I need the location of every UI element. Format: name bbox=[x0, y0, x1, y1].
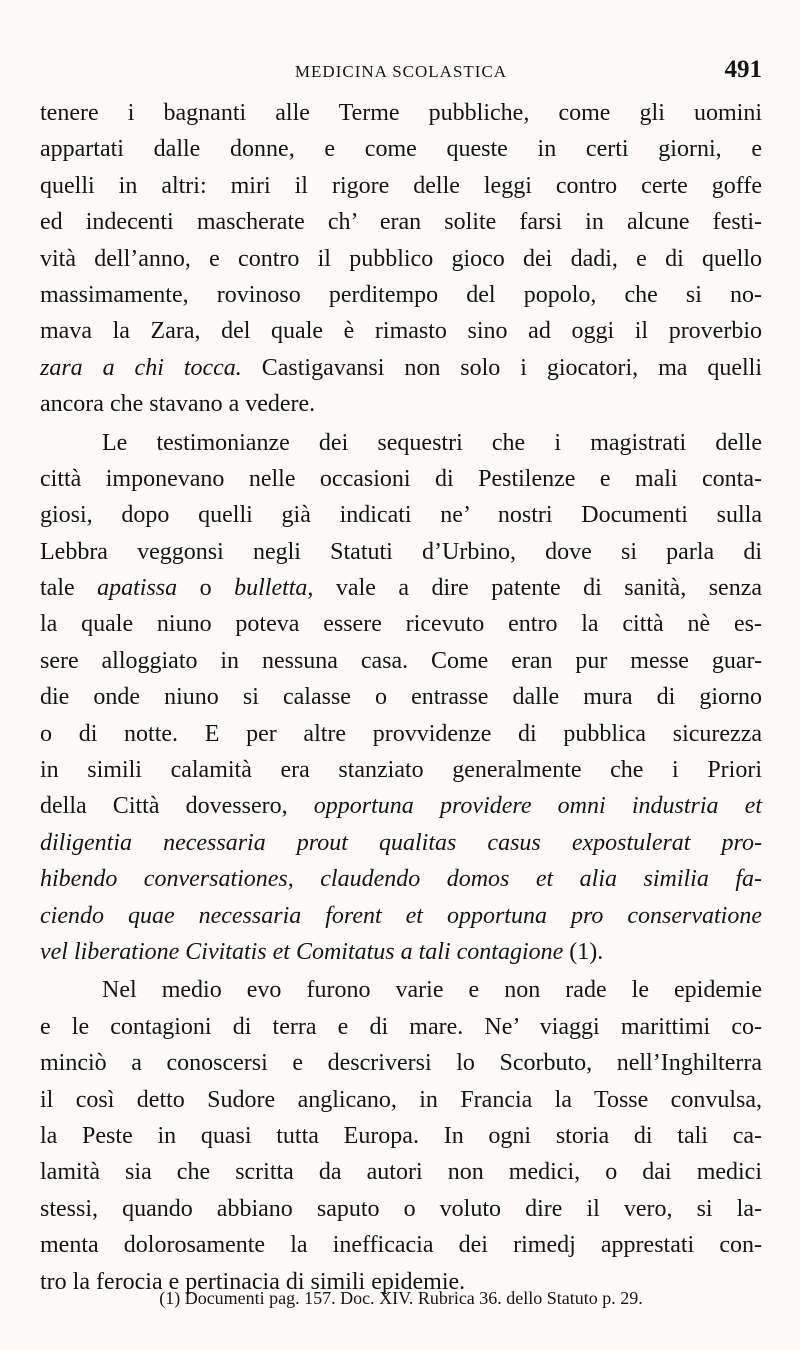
text-line: Lebbra veggonsi negli Statuti d’Urbino, dove si parla di bbox=[40, 538, 762, 565]
text-line: tro la ferocia e pertinacia di simili epidemie. bbox=[40, 1268, 466, 1295]
text-line: Nel medio evo furono varie e non rade le epidemie bbox=[102, 977, 762, 1004]
text-line: stessi, quando abbiano saputo o voluto dire il vero, si la- bbox=[40, 1195, 762, 1222]
text-line: zara a chi tocca. Castigavansi non solo i giocatori, ma quelli bbox=[40, 354, 762, 381]
text-line: il così detto Sudore anglicano, in Francia la Tosse convulsa, bbox=[40, 1086, 762, 1113]
text-line: Le testimonianze dei sequestri che i magistrati delle bbox=[102, 429, 762, 456]
text-line: vità dell’anno, e contro il pubblico gioco dei dadi, e di quello bbox=[40, 245, 762, 272]
text-line: tale apatissa o bulletta, vale a dire patente di sanità, senza bbox=[40, 575, 762, 602]
text-line: hibendo conversationes, claudendo domos et alia similia fa- bbox=[40, 866, 762, 893]
text-line: appartati dalle donne, e come queste in certi giorni, e bbox=[40, 136, 762, 163]
text-line: sere alloggiato in nessuna casa. Come eran pur messe guar- bbox=[40, 647, 762, 674]
text-line: la quale niuno poteva essere ricevuto entro la città nè es- bbox=[40, 611, 762, 638]
text-line: ed indecenti mascherate ch’ eran solite farsi in alcune festi- bbox=[40, 209, 762, 236]
text-line: tenere i bagnanti alle Terme pubbliche, come gli uomini bbox=[40, 100, 762, 126]
text-line: o di notte. E per altre provvidenze di pubblica sicurezza bbox=[40, 720, 762, 747]
text-line: vel liberatione Civitatis et Comitatus a tali contagione (1). bbox=[40, 938, 604, 965]
text-line: e le contagioni di terra e di mare. Ne’ viaggi marittimi co- bbox=[40, 1013, 762, 1040]
text-line: mava la Zara, del quale è rimasto sino ad oggi il proverbio bbox=[40, 318, 762, 345]
text-line: die onde niuno si calasse o entrasse dalle mura di giorno bbox=[40, 684, 762, 711]
text-line: giosi, dopo quelli già indicati ne’ nostri Documenti sulla bbox=[40, 502, 762, 529]
text-line: la Peste in quasi tutta Europa. In ogni storia di tali ca- bbox=[40, 1122, 762, 1149]
text-line: ciendo quae necessaria forent et opportuna pro conservatione bbox=[40, 902, 762, 929]
text-line: ancora che stavano a vedere. bbox=[40, 391, 316, 418]
text-line: massimamente, rovinoso perditempo del popolo, che si no- bbox=[40, 281, 762, 308]
text-line: in simili calamità era stanziato generalmente che i Priori bbox=[40, 757, 762, 784]
text-line: della Città dovessero, opportuna providere omni industria et bbox=[40, 793, 763, 820]
text-line: lamità sia che scritta da autori non medici, o dai medici bbox=[40, 1159, 762, 1186]
text-line: menta dolorosamente la inefficacia dei rimedj apprestati con- bbox=[40, 1232, 762, 1259]
footnote: (1) Documenti pag. 157. Doc. XIV. Rubrica 36. dello Statuto p. 29. bbox=[159, 1288, 643, 1308]
page-number: 491 bbox=[724, 56, 762, 83]
running-title: MEDICINA SCOLASTICA bbox=[294, 62, 508, 81]
page-header bbox=[40, 56, 762, 86]
text-line: quelli in altri: miri il rigore delle leggi contro certe goffe bbox=[40, 172, 762, 199]
text-line: diligentia necessaria prout qualitas casus expostulerat pro- bbox=[40, 829, 762, 856]
text-line: città imponevano nelle occasioni di Pestilenze e mali conta- bbox=[40, 465, 762, 492]
text-line: minciò a conoscersi e descriversi lo Scorbuto, nell’Inghilterra bbox=[40, 1050, 762, 1077]
body-text bbox=[40, 95, 762, 1300]
